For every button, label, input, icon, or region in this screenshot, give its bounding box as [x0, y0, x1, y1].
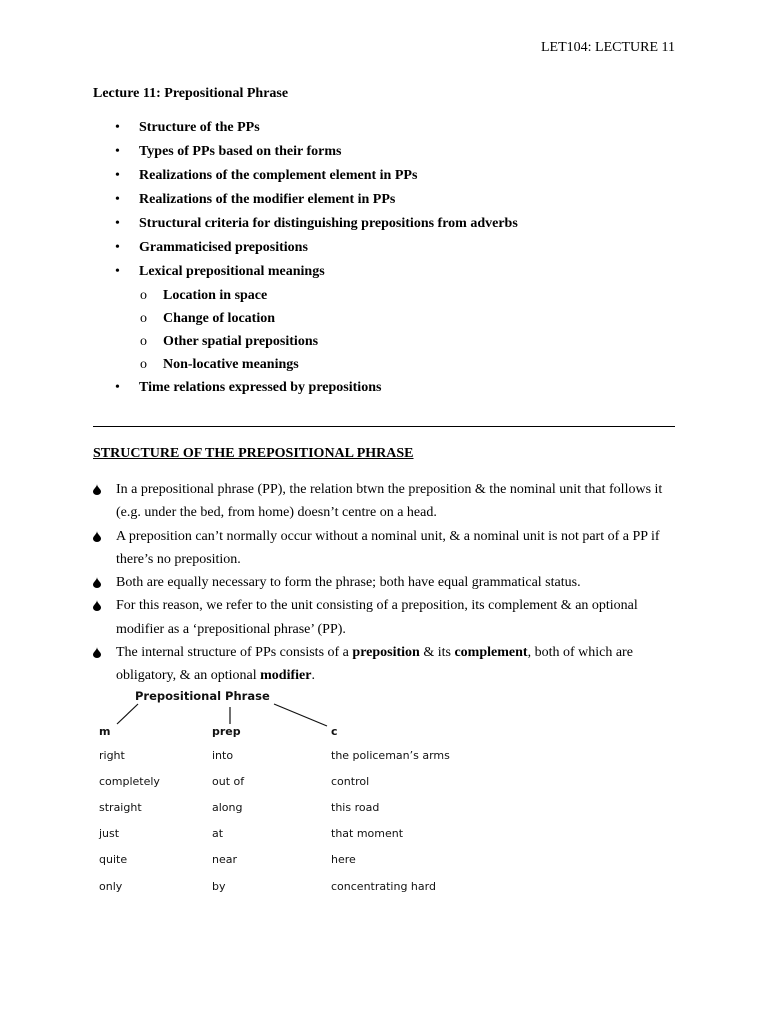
bullet-marker: •	[115, 240, 120, 255]
explanation-point	[93, 571, 683, 594]
diagram-row	[93, 880, 493, 898]
column-head-m: m	[99, 725, 111, 738]
preposition-cell: out of	[212, 775, 245, 788]
outline-item-text: Other spatial prepositions	[163, 334, 319, 349]
outline-item	[93, 118, 693, 142]
diagram-title: Prepositional Phrase	[135, 689, 270, 703]
modifier-cell: quite	[99, 853, 128, 866]
bullet-marker: •	[115, 144, 120, 159]
bullet-marker: •	[115, 264, 120, 279]
droplet-bullet-icon	[93, 600, 101, 611]
outline-item-text: Grammaticised prepositions	[139, 240, 308, 255]
outline-item	[93, 142, 693, 166]
outline-item	[93, 355, 693, 378]
page-header: LET104: LECTURE 11	[540, 40, 675, 55]
point-text: & its	[419, 645, 455, 661]
branch-line-c	[274, 704, 327, 726]
outline-item-text: Non-locative meanings	[163, 357, 299, 372]
preposition-cell: at	[212, 827, 224, 840]
column-head-prep: prep	[212, 725, 241, 738]
modifier-cell: just	[99, 827, 120, 840]
outline-item-text: Time relations expressed by prepositions	[139, 380, 382, 395]
complement-cell: concentrating hard	[331, 880, 436, 893]
outline-item-text: Structural criteria for distinguishing prepositions from adverbs	[139, 216, 518, 231]
point-text: In a prepositional phrase (PP), the relation btwn the preposition & the nominal unit that follows it (e.g. under the bed, from home) doesn’t centre on a head.	[116, 482, 663, 521]
bullet-marker: •	[115, 120, 120, 135]
section-divider	[93, 426, 675, 427]
key-term: modifier	[260, 668, 312, 684]
explanation-point	[93, 525, 683, 572]
outline-item	[93, 378, 693, 402]
preposition-cell: near	[212, 853, 238, 866]
outline-item-text: Types of PPs based on their forms	[139, 144, 342, 159]
sub-bullet-marker: o	[140, 334, 147, 349]
diagram-row	[93, 775, 493, 793]
outline-item	[93, 332, 693, 355]
topic-outline	[93, 118, 693, 402]
outline-item	[93, 238, 693, 262]
explanation-point	[93, 478, 683, 525]
sub-bullet-marker: o	[140, 357, 147, 372]
outline-item	[93, 309, 693, 332]
point-text: A preposition can’t normally occur without a nominal unit, & a nominal unit is not part of a PP if there’s no preposition.	[116, 528, 660, 567]
sub-bullet-marker: o	[140, 288, 147, 303]
outline-item-text: Lexical prepositional meanings	[139, 264, 325, 279]
explanation-point	[93, 594, 683, 641]
outline-item-text: Realizations of the modifier element in PPs	[139, 192, 396, 207]
bullet-marker: •	[115, 380, 120, 395]
point-text: , both of which are obligatory, & an optional	[116, 645, 633, 684]
outline-item-text: Structure of the PPs	[139, 120, 260, 135]
explanation-points	[93, 478, 683, 688]
sub-bullet-marker: o	[140, 311, 147, 326]
droplet-bullet-icon	[93, 577, 101, 588]
key-term: complement	[454, 645, 528, 661]
outline-item-text: Change of location	[163, 311, 275, 326]
complement-cell: control	[331, 775, 370, 788]
section-heading: STRUCTURE OF THE PREPOSITIONAL PHRASE	[93, 446, 414, 461]
preposition-cell: by	[212, 880, 226, 893]
complement-cell: this road	[331, 801, 380, 814]
modifier-cell: straight	[99, 801, 142, 814]
column-head-c: c	[331, 725, 338, 738]
point-text: .	[311, 668, 315, 684]
lecture-title: Lecture 11: Prepositional Phrase	[93, 86, 289, 101]
diagram-row	[93, 749, 493, 767]
preposition-cell: along	[212, 801, 243, 814]
point-text: The internal structure of PPs consists of a	[116, 645, 353, 661]
modifier-cell: completely	[99, 775, 160, 788]
diagram-row	[93, 827, 493, 845]
key-term: preposition	[352, 645, 420, 661]
droplet-bullet-icon	[93, 647, 101, 658]
point-text: Both are equally necessary to form the phrase; both have equal grammatical status.	[116, 575, 581, 591]
droplet-bullet-icon	[93, 484, 101, 495]
modifier-cell: right	[99, 749, 125, 762]
outline-item	[93, 190, 693, 214]
diagram-row	[93, 801, 493, 819]
branch-line-m	[117, 704, 138, 724]
bullet-marker: •	[115, 168, 120, 183]
outline-item	[93, 262, 693, 286]
outline-item-text: Realizations of the complement element in PPs	[139, 168, 418, 183]
pp-structure-diagram	[93, 686, 493, 896]
complement-cell: here	[331, 853, 356, 866]
explanation-point	[93, 641, 683, 688]
bullet-marker: •	[115, 216, 120, 231]
outline-item	[93, 166, 693, 190]
point-text: For this reason, we refer to the unit consisting of a preposition, its complement & an optional modifier as a ‘prepositional phrase’ (PP).	[116, 598, 638, 637]
bullet-marker: •	[115, 192, 120, 207]
modifier-cell: only	[99, 880, 123, 893]
complement-cell: that moment	[331, 827, 404, 840]
preposition-cell: into	[212, 749, 234, 762]
diagram-row	[93, 853, 493, 871]
outline-item-text: Location in space	[163, 288, 268, 303]
outline-item	[93, 214, 693, 238]
droplet-bullet-icon	[93, 531, 101, 542]
outline-item	[93, 286, 693, 309]
complement-cell: the policeman’s arms	[331, 749, 450, 762]
